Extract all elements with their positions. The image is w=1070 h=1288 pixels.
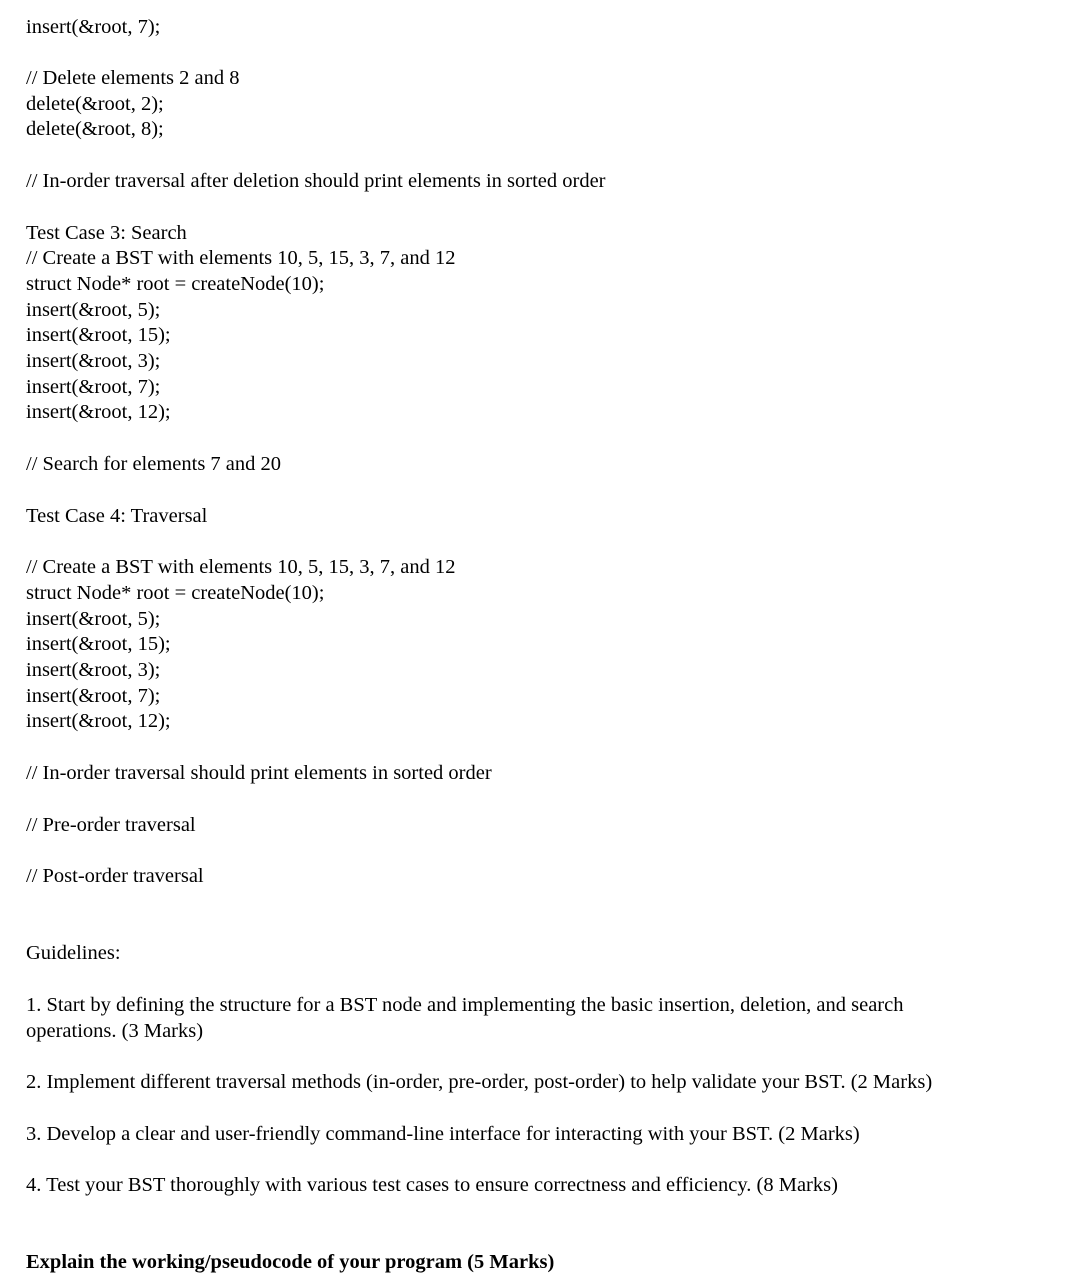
code-line: insert(&root, 5); bbox=[26, 608, 161, 630]
guideline-item-1-continued: operations. (3 Marks) bbox=[26, 1020, 204, 1042]
code-line: insert(&root, 7); bbox=[26, 16, 161, 38]
comment-line: // Delete elements 2 and 8 bbox=[26, 67, 240, 89]
code-line: insert(&root, 15); bbox=[26, 324, 171, 346]
code-line: delete(&root, 8); bbox=[26, 118, 164, 140]
code-line: delete(&root, 2); bbox=[26, 93, 164, 115]
code-line: insert(&root, 7); bbox=[26, 685, 161, 707]
comment-line: // Create a BST with elements 10, 5, 15, 3, 7, and 12 bbox=[26, 556, 456, 578]
guideline-item-1: 1. Start by defining the structure for a BST node and implementing the basic insertion, deletion, and search bbox=[26, 994, 904, 1016]
code-line: insert(&root, 3); bbox=[26, 350, 161, 372]
code-line: struct Node* root = createNode(10); bbox=[26, 582, 325, 604]
code-line: insert(&root, 7); bbox=[26, 376, 161, 398]
code-line: insert(&root, 12); bbox=[26, 710, 171, 732]
comment-line: // In-order traversal should print elements in sorted order bbox=[26, 762, 492, 784]
code-line: insert(&root, 3); bbox=[26, 659, 161, 681]
comment-line: // Create a BST with elements 10, 5, 15, 3, 7, and 12 bbox=[26, 247, 456, 269]
explain-heading: Explain the working/pseudocode of your program (5 Marks) bbox=[26, 1251, 555, 1273]
guideline-item-4: 4. Test your BST thoroughly with various test cases to ensure correctness and efficiency. (8 Marks) bbox=[26, 1174, 838, 1196]
code-line: struct Node* root = createNode(10); bbox=[26, 273, 325, 295]
comment-line: // Pre-order traversal bbox=[26, 814, 196, 836]
code-line: insert(&root, 12); bbox=[26, 401, 171, 423]
test-case-heading: Test Case 3: Search bbox=[26, 222, 187, 244]
code-line: insert(&root, 15); bbox=[26, 633, 171, 655]
comment-line: // In-order traversal after deletion should print elements in sorted order bbox=[26, 170, 606, 192]
guideline-item-3: 3. Develop a clear and user-friendly command-line interface for interacting with your BST. (2 Marks) bbox=[26, 1123, 860, 1145]
guideline-item-2: 2. Implement different traversal methods (in-order, pre-order, post-order) to help validate your BST. (2 Marks) bbox=[26, 1071, 933, 1093]
code-line: insert(&root, 5); bbox=[26, 299, 161, 321]
test-case-heading: Test Case 4: Traversal bbox=[26, 505, 208, 527]
comment-line: // Post-order traversal bbox=[26, 865, 204, 887]
comment-line: // Search for elements 7 and 20 bbox=[26, 453, 282, 475]
guidelines-heading: Guidelines: bbox=[26, 942, 121, 964]
